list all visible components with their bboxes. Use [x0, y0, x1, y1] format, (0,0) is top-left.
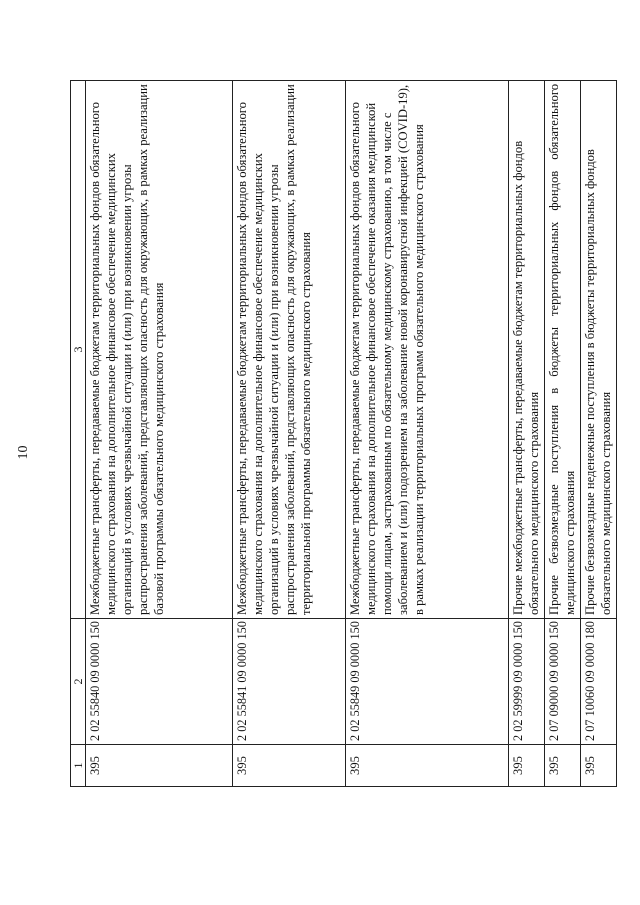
budget-code-cell: 2 02 59999 09 0000 150 — [509, 619, 545, 745]
budget-classification-table — [70, 80, 617, 787]
table-row — [509, 81, 545, 787]
admin-code-cell: 395 — [509, 745, 545, 787]
admin-code-cell: 395 — [545, 745, 581, 787]
admin-code-cell: 395 — [346, 745, 509, 787]
admin-code-cell: 395 — [86, 745, 233, 787]
budget-code-cell: 2 02 55840 09 0000 150 — [86, 619, 233, 745]
table-row — [346, 81, 509, 787]
income-name-cell: Межбюджетные трансферты, передаваемые бюджетам территориальных фондов обязательного медицинского страхования на дополнительное финансовое обеспечение оказания медицинской помощи лицам, застрахованным по обязательному медицинскому страхованию, в том числе с заболеванием и (или) подозрением на заболевание новой коронавирусной инфекцией (COVID-19), в рамках реализации территориальных программ обязательного медицинского страхования — [346, 81, 509, 619]
income-name-cell: Прочие безвозмездные поступления в бюджеты территориальных фондов обязательного медицинского страхования — [545, 81, 581, 619]
income-name-cell: Прочие межбюджетные трансферты, передаваемые бюджетам территориальных фондов обязательного медицинского страхования — [509, 81, 545, 619]
table-row — [581, 81, 617, 787]
page-number: 10 — [16, 445, 31, 460]
table-row — [86, 81, 233, 787]
table-row — [545, 81, 581, 787]
admin-code-cell: 395 — [581, 745, 617, 787]
table-header-row — [71, 81, 86, 787]
budget-code-cell: 2 02 55841 09 0000 150 — [233, 619, 346, 745]
budget-code-cell: 2 02 55849 09 0000 150 — [346, 619, 509, 745]
budget-code-cell: 2 07 09000 09 0000 150 — [545, 619, 581, 745]
table-row — [233, 81, 346, 787]
admin-code-cell: 395 — [233, 745, 346, 787]
income-name-cell: Межбюджетные трансферты, передаваемые бюджетам территориальных фондов обязательного медицинского страхования на дополнительное финансовое обеспечение медицинских организаций в условиях чрезвычайной ситуации и (или) при возникновении угрозы распространения заболеваний, представляющих опасность для окружающих, в рамках реализации территориальной программы обязательного медицинского страхования — [233, 81, 346, 619]
column-header-3: 3 — [71, 81, 86, 619]
column-header-1: 1 — [71, 745, 86, 787]
budget-code-cell: 2 07 10060 09 0000 180 — [581, 619, 617, 745]
column-header-2: 2 — [71, 619, 86, 745]
income-name-cell: Межбюджетные трансферты, передаваемые бюджетам территориальных фондов обязательного медицинского страхования на дополнительное финансовое обеспечение медицинских организаций в условиях чрезвычайной ситуации и (или) при возникновении угрозы распространения заболеваний, представляющих опасность для окружающих, в рамках реализации базовой программы обязательного медицинского страхования — [86, 81, 233, 619]
income-name-cell: Прочие безвозмездные неденежные поступления в бюджеты территориальных фондов обязательного медицинского страхования — [581, 81, 617, 619]
